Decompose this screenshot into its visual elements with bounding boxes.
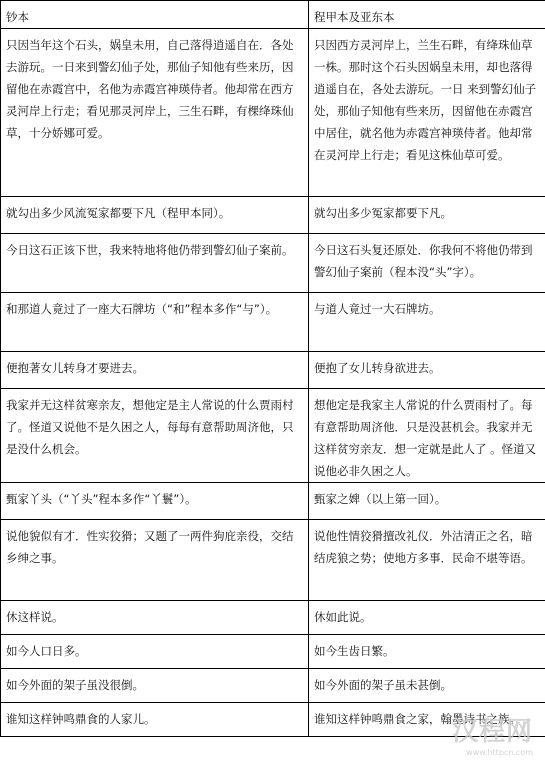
table-row — [1, 389, 545, 483]
watermark-main: 汉程网 — [451, 717, 533, 747]
table-row — [1, 483, 545, 520]
cell-chaoben: 说他貌似有才．性实狡猾；又题了一两件狗庇亲役，交结乡绅之事。 — [1, 520, 309, 601]
cell-chaoben: 便抱著女儿转身才要进去。 — [1, 352, 309, 389]
watermark-logo — [452, 711, 533, 757]
cell-chengjia: 就勾出多少冤家都要下凡。 — [309, 197, 545, 234]
cell-chaoben: 休这样说。 — [1, 601, 309, 635]
cell-chengjia: 说他性情狡猾擅改礼仪．外沽清正之名，暗结虎狼之势；使地方多事．民命不堪等语。 — [309, 520, 545, 601]
header-row — [1, 1, 545, 29]
cell-chengjia: 只因西方灵河岸上，兰生石畔，有绛珠仙草一株。那时这个石头因娲皇未用，却也落得逍遥自在，各处去游玩。一日 来到警幻仙子处，那仙子知他有些来历，因留他在赤霞宫中居住，就名他为赤霞宫神瑛侍者。他却常在灵河岸上行走；看见这株仙草可爱。 — [309, 29, 545, 197]
header-chaoben: 钞本 — [1, 1, 309, 29]
watermark-sub: www.httpcn.com — [466, 748, 533, 757]
table-row — [1, 293, 545, 352]
cell-chaoben: 今日这石正该下世，我来特地将他仍带到警幻仙子案前。 — [1, 234, 309, 293]
table-row — [1, 29, 545, 197]
table-row — [1, 234, 545, 293]
cell-chengjia: 想他定是我家主人常说的什么贾雨村了。每有意帮助周济他．只是没甚机会。我家并无这样贫穷亲友．想一定就是此人了 。怪道又说他必非久困之人。 — [309, 389, 545, 483]
cell-chengjia: 便抱了女儿转身欲进去。 — [309, 352, 545, 389]
cell-chaoben: 和那道人竟过了一座大石牌坊（“和”程本多作“与”）。 — [1, 293, 309, 352]
cell-chengjia: 休如此说。 — [309, 601, 545, 635]
cell-chengjia: 今日这石头复还原处．你我何不将他仍带到警幻仙子案前（程本没“头”字）。 — [309, 234, 545, 293]
cell-chaoben: 只因当年这个石头，娲皇未用，自己落得逍遥自在．各处去游玩。一日来到警幻仙子处，那仙子知他有些来历，因留他在赤霞宫中，名他为赤霞宫神瑛侍者。他却常在西方灵河岸上行走；看见那灵河岸上，三生石畔，有棵绛珠仙草，十分娇娜可爱。 — [1, 29, 309, 197]
cell-chaoben: 就勾出多少风流冤家都要下凡（程甲本同）。 — [1, 197, 309, 234]
cell-chaoben: 我家并无这样贫寒亲友，想他定是主人常说的什么贾雨村了。怪道又说他不是久困之人，每每有意帮助周济他，只是没什么机会。 — [1, 389, 309, 483]
cell-chaoben: 如今外面的架子虽没很倒。 — [1, 669, 309, 703]
cell-chengjia: 甄家之婢（以上第一回）。 — [309, 483, 545, 520]
table-row — [1, 197, 545, 234]
table-row — [1, 352, 545, 389]
cell-chaoben: 甄家丫头（“丫头”程本多作“丫鬟”）。 — [1, 483, 309, 520]
cell-chaoben: 如今人口日多。 — [1, 635, 309, 669]
table-row — [1, 520, 545, 601]
cell-chengjia: 谁知这样钟鸣鼎食之家，翰墨诗书之族。 — [309, 703, 545, 737]
cell-chengjia: 如今生齿日繁。 — [309, 635, 545, 669]
table-row — [1, 601, 545, 635]
table-row — [1, 635, 545, 669]
cell-chaoben: 谁知这样钟鸣鼎食的人家儿。 — [1, 703, 309, 737]
cell-chengjia: 与道人竟过一大石牌坊。 — [309, 293, 545, 352]
table-row — [1, 669, 545, 703]
cell-chengjia: 如今外面的架子虽未甚倒。 — [309, 669, 545, 703]
header-chengjia-yadong: 程甲本及亚东本 — [309, 1, 545, 29]
